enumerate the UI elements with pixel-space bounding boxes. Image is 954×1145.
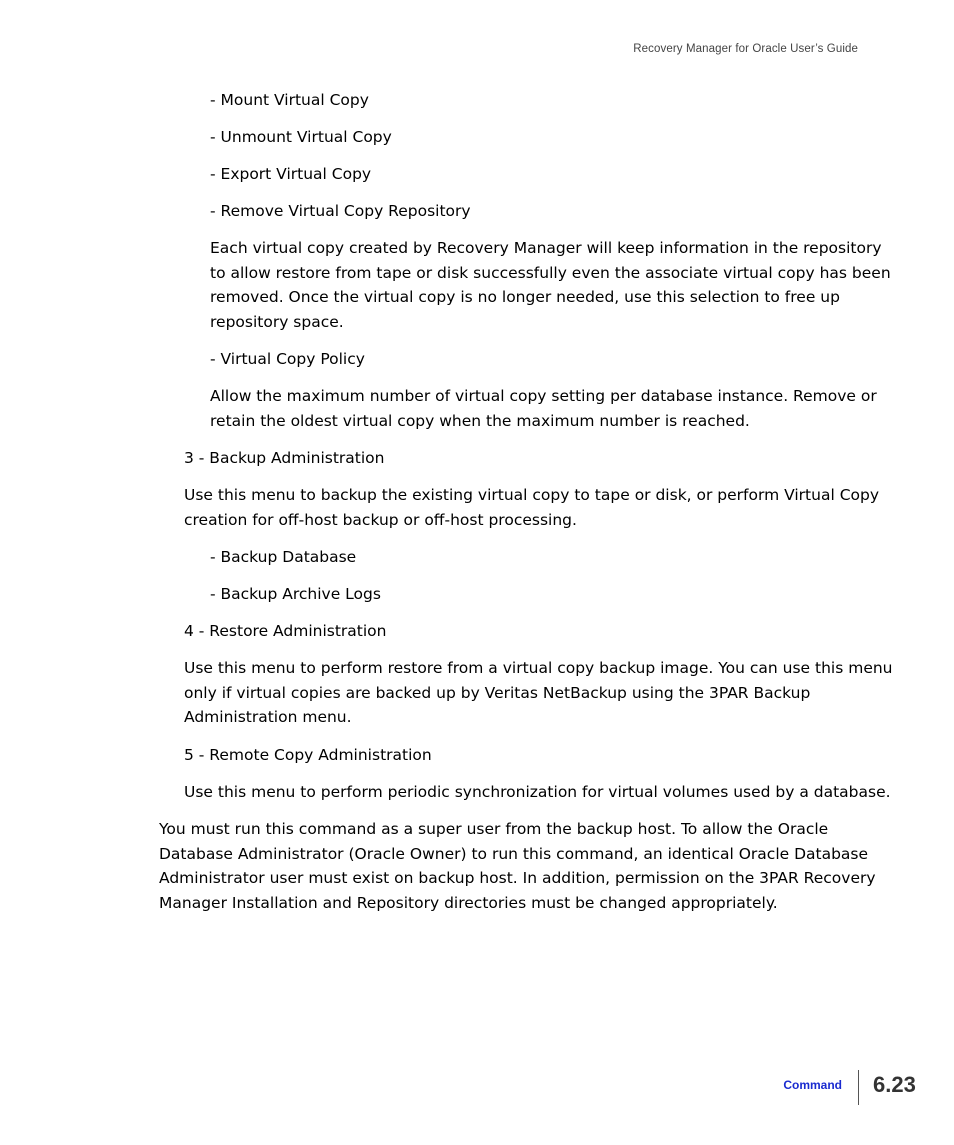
footer-section-label: Command — [783, 1078, 842, 1092]
virtual-copy-policy-item: - Virtual Copy Policy — [210, 350, 365, 368]
page-number: 6.23 — [873, 1072, 916, 1097]
text-line: Administration menu. — [184, 708, 352, 727]
text-line: Use this menu to perform restore from a virtual copy backup image. You can use this menu — [184, 659, 893, 677]
mount-virtual-copy-item: - Mount Virtual Copy — [210, 91, 369, 109]
text-line: creation for off-host backup or off-host processing. — [184, 510, 577, 529]
text-line: to allow restore from tape or disk successfully even the associate virtual copy has been — [210, 263, 891, 282]
text-line: Use this menu to backup the existing virtual copy to tape or disk, or perform Virtual Copy — [184, 486, 880, 504]
remote-copy-administration-description: Use this menu to perform periodic synchronization for virtual volumes used by a database. — [184, 783, 891, 801]
export-virtual-copy-item: - Export Virtual Copy — [210, 165, 372, 183]
running-header: Recovery Manager for Oracle User’s Guide — [633, 43, 858, 55]
text-line: Database Administrator (Oracle Owner) to run this command, an identical Oracle Database — [159, 844, 869, 863]
text-line: retain the oldest virtual copy when the maximum number is reached. — [210, 411, 750, 430]
permissions-paragraph — [159, 817, 876, 916]
text-line: Administrator user must exist on backup host. In addition, permission on the 3PAR Recovery — [159, 869, 876, 888]
text-line: only if virtual copies are backed up by Veritas NetBackup using the 3PAR Backup — [184, 683, 811, 702]
text-line: You must run this command as a super user from the backup host. To allow the Oracle — [159, 820, 829, 838]
backup-archive-logs-item: - Backup Archive Logs — [210, 585, 381, 603]
backup-administration-description — [184, 483, 879, 532]
text-line: Each virtual copy created by Recovery Manager will keep information in the repository — [210, 239, 882, 257]
restore-administration-description — [184, 656, 893, 730]
restore-administration-heading: 4 - Restore Administration — [184, 622, 387, 640]
virtual-copy-policy-description — [210, 384, 877, 433]
text-line: Manager Installation and Repository directories must be changed appropriately. — [159, 894, 778, 913]
remote-copy-administration-heading: 5 - Remote Copy Administration — [184, 746, 432, 764]
text-line: Allow the maximum number of virtual copy setting per database instance. Remove or — [210, 387, 877, 405]
remove-repository-description — [210, 236, 891, 335]
unmount-virtual-copy-item: - Unmount Virtual Copy — [210, 128, 392, 146]
text-line: repository space. — [210, 313, 344, 332]
remove-repository-item: - Remove Virtual Copy Repository — [210, 202, 471, 220]
backup-administration-heading: 3 - Backup Administration — [184, 449, 385, 467]
backup-database-item: - Backup Database — [210, 548, 357, 566]
footer-divider — [858, 1070, 859, 1105]
text-line: removed. Once the virtual copy is no longer needed, use this selection to free up — [210, 288, 840, 307]
